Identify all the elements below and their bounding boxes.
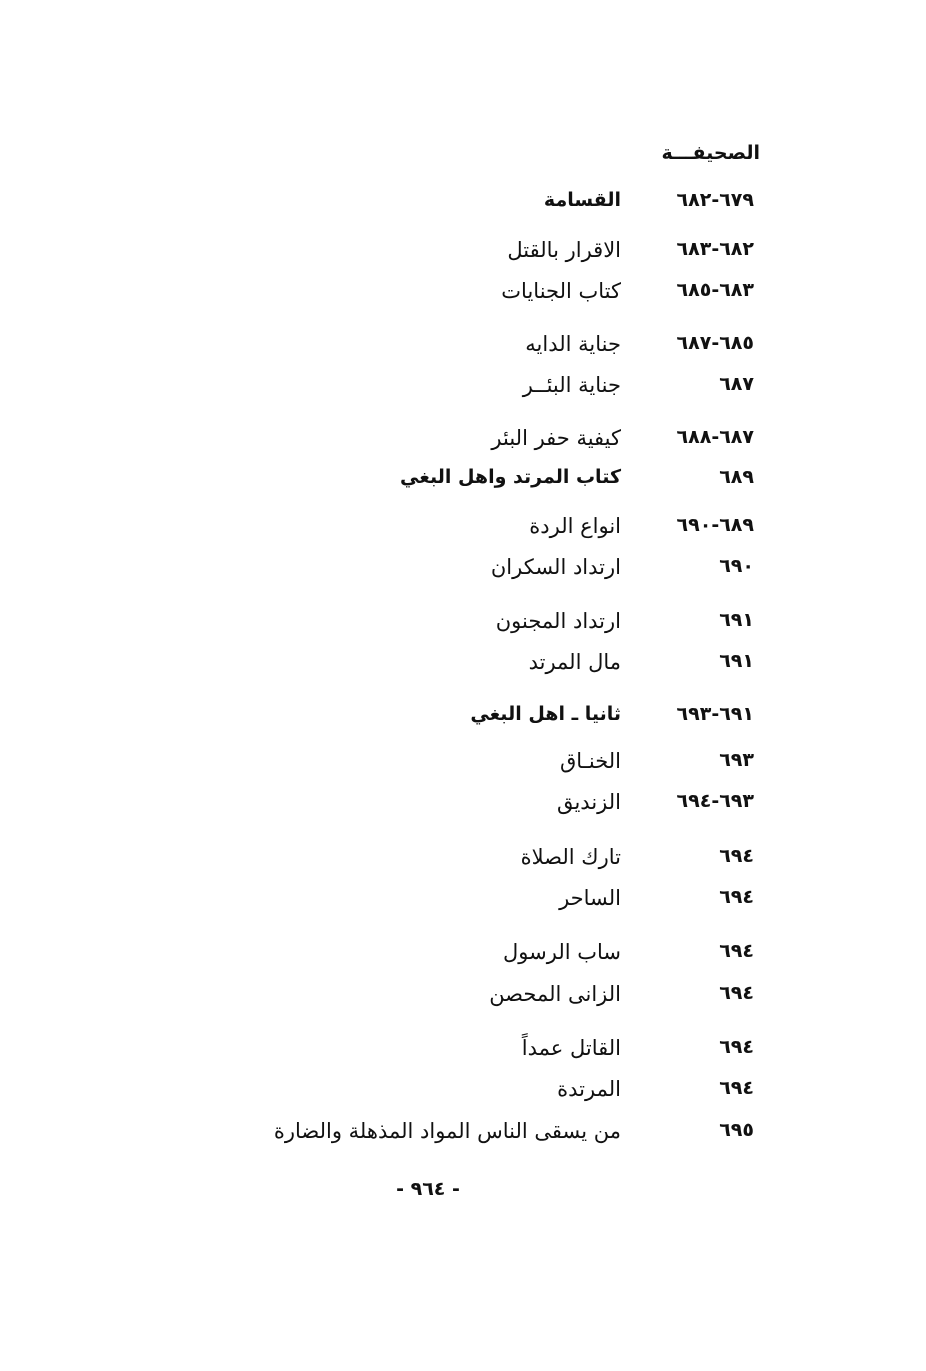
entry-title: كتاب الجنايات bbox=[501, 279, 621, 303]
entry-page-range: ٦٨٥-٦٨٧ bbox=[676, 332, 754, 354]
entry-page-range: ٦٩٤ bbox=[719, 1036, 754, 1058]
index-entry bbox=[0, 373, 926, 403]
index-entry bbox=[0, 332, 926, 362]
index-entry bbox=[0, 845, 926, 875]
entry-page-range: ٦٨٧-٦٨٨ bbox=[676, 426, 754, 448]
entry-page-range: ٦٩٤ bbox=[719, 1077, 754, 1099]
entry-title: الساحر bbox=[559, 886, 621, 910]
entry-page-range: ٦٩٤ bbox=[719, 845, 754, 867]
entry-title: جناية الدايه bbox=[525, 332, 621, 356]
index-entry bbox=[0, 650, 926, 680]
entry-page-range: ٦٨٣-٦٨٥ bbox=[676, 279, 754, 301]
index-entry bbox=[0, 555, 926, 585]
entry-title: انواع الردة bbox=[529, 514, 621, 538]
entry-page-range: ٦٩٥ bbox=[719, 1119, 754, 1141]
index-entry bbox=[0, 1119, 926, 1149]
index-entry bbox=[0, 886, 926, 916]
index-entry bbox=[0, 790, 926, 820]
entry-page-range: ٦٨٩ bbox=[719, 466, 754, 488]
index-entry bbox=[0, 279, 926, 309]
entry-title: مال المرتد bbox=[528, 650, 621, 674]
entry-title: ساب الرسول bbox=[503, 940, 621, 964]
entry-title: القسامة bbox=[543, 189, 621, 211]
index-entry bbox=[0, 514, 926, 544]
entry-page-range: ٦٩١ bbox=[719, 609, 754, 631]
entry-title: المرتدة bbox=[557, 1077, 621, 1101]
index-entry bbox=[0, 238, 926, 268]
index-entry bbox=[0, 703, 926, 733]
entry-title: جناية البئــر bbox=[522, 373, 621, 397]
entry-page-range: ٦٩٤ bbox=[719, 886, 754, 908]
entry-title: ثانيا ـ اهل البغي bbox=[470, 703, 621, 725]
entry-title: ارتداد المجنون bbox=[495, 609, 621, 633]
entry-page-range: ٦٩٣-٦٩٤ bbox=[676, 790, 754, 812]
entry-page-range: ٦٨٧ bbox=[719, 373, 754, 395]
entry-page-range: ٦٩٤ bbox=[719, 940, 754, 962]
entry-title: الزانى المحصن bbox=[489, 982, 621, 1006]
entry-title: القاتل عمداً bbox=[521, 1036, 621, 1060]
index-entry bbox=[0, 749, 926, 779]
index-entry bbox=[0, 1036, 926, 1066]
entry-page-range: ٦٨٩-٦٩٠ bbox=[676, 514, 754, 536]
index-entry bbox=[0, 189, 926, 219]
index-entry bbox=[0, 609, 926, 639]
entry-page-range: ٦٨٢-٦٨٣ bbox=[676, 238, 754, 260]
index-entry bbox=[0, 466, 926, 496]
entry-title: ارتداد السكران bbox=[490, 555, 621, 579]
entry-title: من يسقى الناس المواد المذهلة والضارة bbox=[273, 1119, 621, 1143]
entry-title: تارك الصلاة bbox=[520, 845, 621, 869]
entry-title: الاقرار بالقتل bbox=[507, 238, 621, 262]
entry-page-range: ٦٩٠ bbox=[719, 555, 754, 577]
entry-title: الزنديق bbox=[556, 790, 621, 814]
page-number: - ٩٦٤ - bbox=[396, 1178, 460, 1200]
index-entry bbox=[0, 1077, 926, 1107]
entry-page-range: ٦٩١-٦٩٣ bbox=[676, 703, 754, 725]
entry-page-range: ٦٩٣ bbox=[719, 749, 754, 771]
entry-title: كيفية حفر البئر bbox=[491, 426, 621, 450]
entry-page-range: ٦٩١ bbox=[719, 650, 754, 672]
page-column-header: الصحيفـــة bbox=[661, 142, 760, 164]
index-entry bbox=[0, 426, 926, 456]
entry-title: كتاب المرتد واهل البغي bbox=[400, 466, 621, 488]
entry-page-range: ٦٩٤ bbox=[719, 982, 754, 1004]
entry-title: الخنـاق bbox=[560, 749, 621, 773]
index-entry bbox=[0, 982, 926, 1012]
entry-page-range: ٦٧٩-٦٨٢ bbox=[676, 189, 754, 211]
index-entry bbox=[0, 940, 926, 970]
